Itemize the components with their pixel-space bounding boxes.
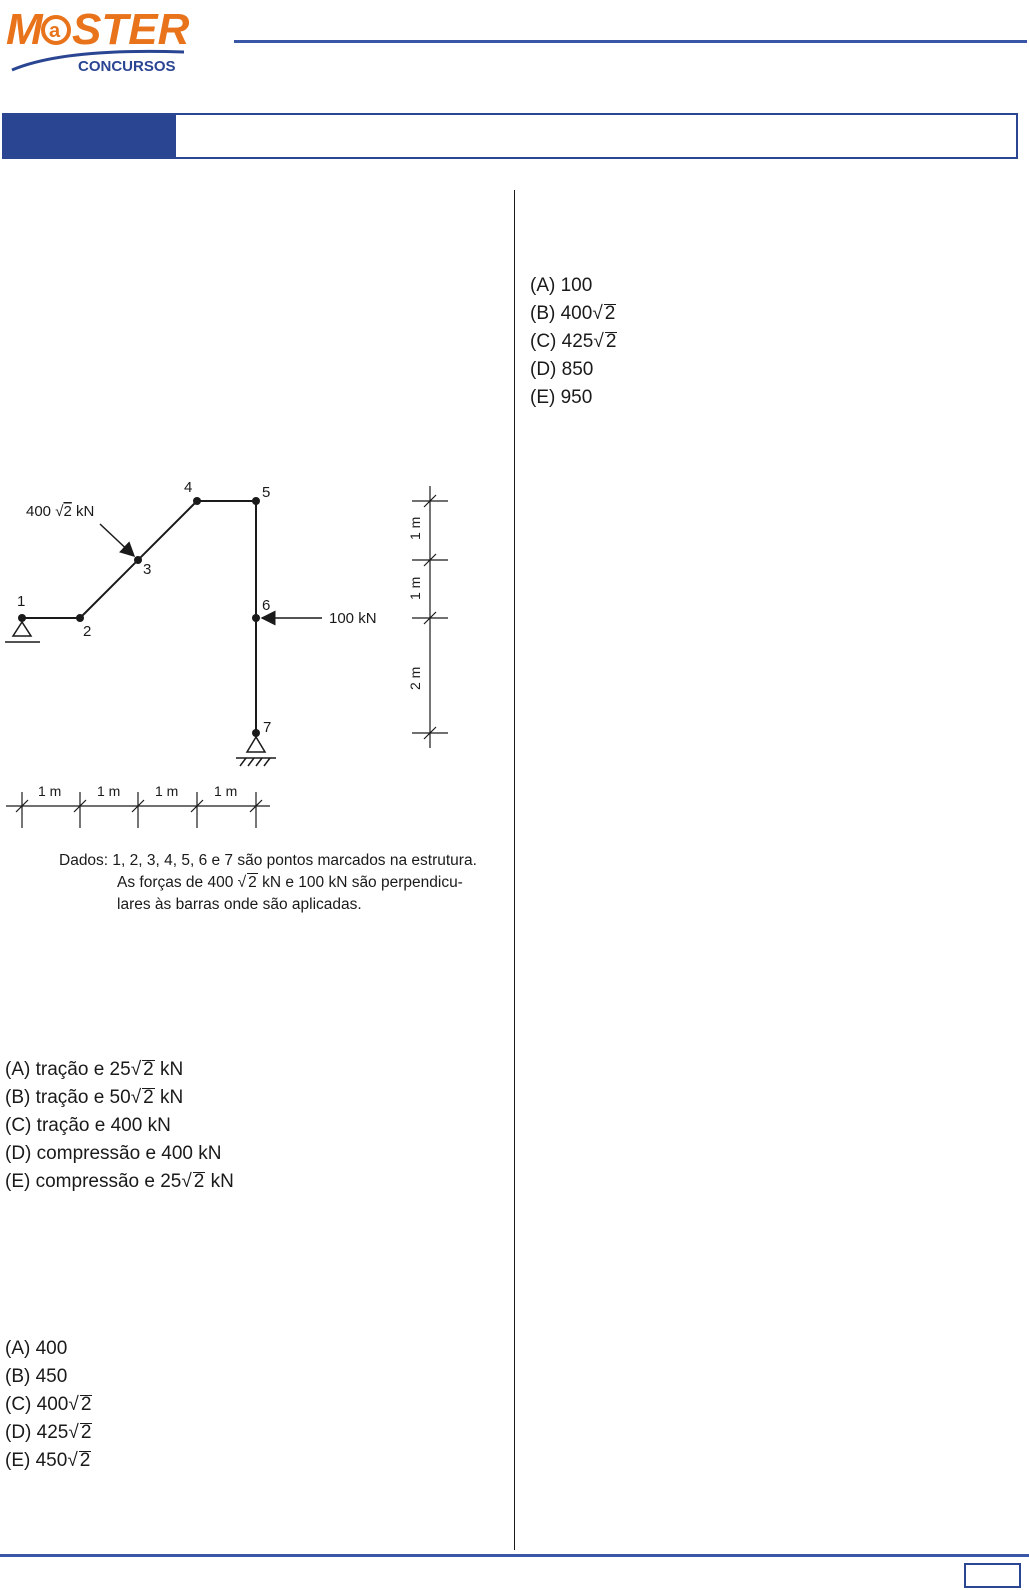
option-d: (D) compressão e 400 kN	[5, 1143, 222, 1164]
svg-text:a: a	[49, 20, 61, 42]
option-c: (C) 425√ 2	[530, 331, 617, 352]
node-label-6: 6	[262, 597, 271, 614]
option-e: (E) 450√ 2	[5, 1450, 91, 1471]
node-label-4: 4	[184, 479, 193, 496]
pin-support-7	[236, 737, 276, 766]
svg-text:1 m: 1 m	[38, 783, 62, 799]
title-bar-box	[176, 113, 1018, 159]
master-concursos-logo	[4, 0, 194, 80]
svg-text:2 m: 2 m	[407, 666, 423, 690]
title-bar	[2, 113, 1024, 159]
page-number-box	[964, 1563, 1021, 1588]
title-bar-tab	[2, 113, 176, 159]
caption-line-1: Dados: 1, 2, 3, 4, 5, 6 e 7 são pontos marcados na estrutura.	[59, 852, 477, 869]
caption-line-2: As forças de 400 √ 2 kN e 100 kN são perpendicu-	[117, 874, 463, 891]
structure-figure	[0, 470, 510, 840]
svg-text:STER: STER	[72, 5, 190, 54]
option-c: (C) tração e 400 kN	[5, 1115, 171, 1136]
svg-text:1 m: 1 m	[97, 783, 121, 799]
node-label-7: 7	[263, 719, 272, 736]
option-a: (A) tração e 25√ 2 kN	[5, 1059, 184, 1080]
option-b: (B) 400√ 2	[530, 303, 616, 324]
svg-text:M: M	[6, 5, 43, 54]
option-b: (B) 450	[5, 1366, 68, 1387]
vertical-dimension-labels	[407, 517, 423, 690]
horizontal-load-label: 100 kN	[329, 610, 377, 627]
logo-subtext: CONCURSOS	[78, 58, 176, 75]
option-a: (A) 100	[530, 275, 593, 296]
svg-text:1 m: 1 m	[407, 576, 423, 600]
svg-text:1 m: 1 m	[214, 783, 238, 799]
option-d: (D) 425√ 2	[5, 1422, 92, 1443]
frame-members	[22, 501, 256, 733]
option-b: (B) tração e 50√ 2 kN	[5, 1087, 184, 1108]
question-left-1-options	[5, 1056, 234, 1196]
node-label-2: 2	[83, 623, 92, 640]
caption-line-3: lares às barras onde são aplicadas.	[117, 896, 362, 913]
node-label-1: 1	[17, 593, 26, 610]
question-left-2-options	[5, 1335, 92, 1475]
question-right-options	[530, 272, 617, 412]
svg-text:1 m: 1 m	[407, 516, 423, 540]
option-d: (D) 850	[530, 359, 594, 380]
header-rule	[234, 40, 1027, 43]
node-label-3: 3	[143, 561, 152, 578]
figure-caption	[59, 850, 477, 916]
diagonal-load-label: 400 √2 kN	[26, 503, 95, 520]
footer-rule	[0, 1554, 1029, 1557]
node-label-5: 5	[262, 484, 271, 501]
option-e: (E) compressão e 25√ 2 kN	[5, 1171, 234, 1192]
option-a: (A) 400	[5, 1338, 68, 1359]
diagonal-load-arrow	[100, 524, 134, 556]
svg-text:1 m: 1 m	[155, 783, 179, 799]
pin-support-1	[5, 622, 40, 642]
option-e: (E) 950	[530, 387, 593, 408]
column-divider	[514, 190, 515, 1550]
option-c: (C) 400√ 2	[5, 1394, 92, 1415]
